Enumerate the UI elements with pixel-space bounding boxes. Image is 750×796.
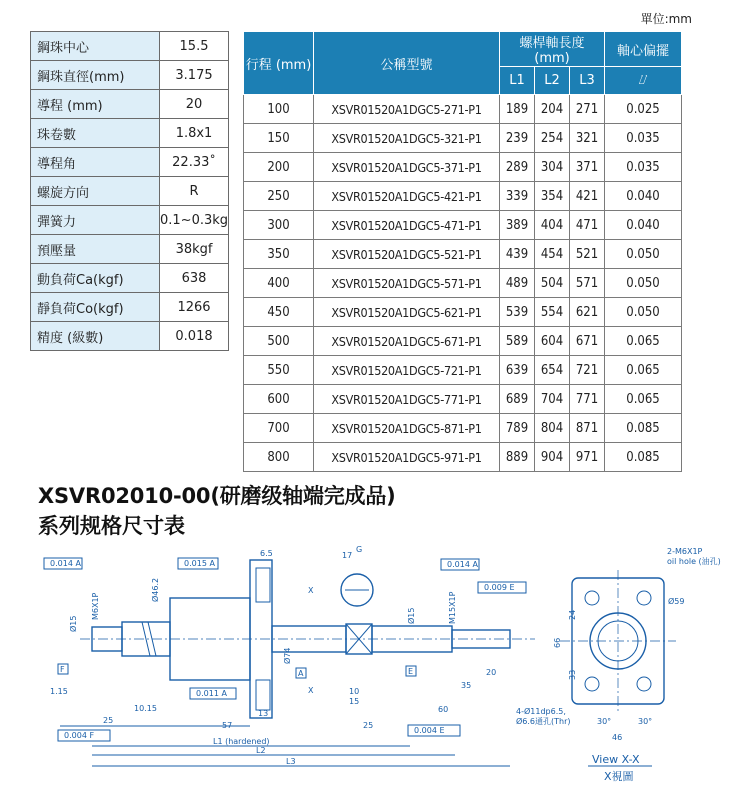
table-row	[244, 211, 682, 240]
l1-cell: 289	[500, 153, 535, 182]
section-x-bottom: X	[308, 686, 314, 695]
spec-row	[31, 119, 229, 148]
spec-row	[31, 90, 229, 119]
l1-cell: 639	[500, 356, 535, 385]
section-title: XSVR02010-00(研磨级轴端完成品)	[38, 484, 396, 508]
l3-cell: 521	[570, 240, 605, 269]
l3-cell: 971	[570, 443, 605, 472]
spec-key: 鋼珠中心	[31, 32, 160, 61]
stroke-cell: 700	[244, 414, 314, 443]
spec-row	[31, 293, 229, 322]
col-l2-header: L2	[535, 67, 570, 95]
spec-value: R	[160, 177, 229, 206]
view-dim-24: 24	[568, 609, 577, 620]
thread-m15: M15X1P	[448, 591, 457, 624]
fcf-0014a-text: 0.014 A	[50, 559, 81, 568]
dim-l2: L2	[256, 746, 266, 755]
fcf-0004e-text: 0.004 E	[414, 726, 445, 735]
runout-symbol: ⌰	[605, 67, 682, 95]
fcf-0015a-text: 0.015 A	[184, 559, 215, 568]
l2-cell: 454	[535, 240, 570, 269]
runout-cell: 0.035	[605, 153, 682, 182]
spec-value: 1266	[160, 293, 229, 322]
spec-row	[31, 177, 229, 206]
dia-46-2: Ø46.2	[151, 577, 160, 602]
spec-key: 螺旋方向	[31, 177, 160, 206]
l1-cell: 389	[500, 211, 535, 240]
dim-10: 10	[349, 687, 360, 696]
dim-15: 15	[349, 697, 360, 706]
l1-cell: 439	[500, 240, 535, 269]
dim-25-left: 25	[103, 716, 114, 725]
spec-key: 導程 (mm)	[31, 90, 160, 119]
dim-20: 20	[486, 668, 497, 677]
flange-hole-top	[256, 568, 270, 602]
l3-cell: 721	[570, 356, 605, 385]
col-stroke-header: 行程 (mm)	[244, 32, 314, 95]
l1-cell: 889	[500, 443, 535, 472]
table-row	[244, 327, 682, 356]
model-cell: XSVR01520A1DGC5-971-P1	[314, 443, 500, 472]
col-model-header: 公稱型號	[314, 32, 500, 95]
datum-f: F	[60, 665, 65, 674]
dim-6-5: 6.5	[260, 549, 273, 558]
table-row	[244, 269, 682, 298]
table-row	[244, 356, 682, 385]
spec-value: 3.175	[160, 61, 229, 90]
spec-value: 0.1~0.3kg	[160, 206, 229, 235]
table-row	[244, 385, 682, 414]
spec-row	[31, 32, 229, 61]
l2-cell: 804	[535, 414, 570, 443]
l2-cell: 704	[535, 385, 570, 414]
model-cell: XSVR01520A1DGC5-871-P1	[314, 414, 500, 443]
l3-cell: 321	[570, 124, 605, 153]
runout-cell: 0.040	[605, 211, 682, 240]
spec-value: 15.5	[160, 32, 229, 61]
spec-key: 珠卷數	[31, 119, 160, 148]
dim-17: 17	[342, 551, 353, 560]
fcf-0014a-2-text: 0.014 A	[447, 560, 478, 569]
fcf-0004f-text: 0.004 F	[64, 731, 95, 740]
runout-cell: 0.065	[605, 356, 682, 385]
l2-cell: 354	[535, 182, 570, 211]
spec-key: 靜負荷Co(kgf)	[31, 293, 160, 322]
stroke-cell: 350	[244, 240, 314, 269]
spec-key: 彈簧力	[31, 206, 160, 235]
fcf-0011a-text: 0.011 A	[196, 689, 227, 698]
dim-25-right: 25	[363, 721, 374, 730]
view-dim-33: 33	[568, 669, 577, 680]
spec-value: 20	[160, 90, 229, 119]
spec-key: 導程角	[31, 148, 160, 177]
dia-15-left: Ø15	[69, 615, 78, 632]
table-row	[244, 182, 682, 211]
l1-cell: 339	[500, 182, 535, 211]
model-cell: XSVR01520A1DGC5-321-P1	[314, 124, 500, 153]
section-x-top: X	[308, 586, 314, 595]
runout-cell: 0.065	[605, 327, 682, 356]
spec-value: 638	[160, 264, 229, 293]
view-angle-30b: 30°	[638, 717, 653, 726]
l2-cell: 304	[535, 153, 570, 182]
view-title-cn: X視圖	[604, 770, 634, 783]
spec-row	[31, 235, 229, 264]
l2-cell: 654	[535, 356, 570, 385]
l1-cell: 489	[500, 269, 535, 298]
runout-cell: 0.050	[605, 240, 682, 269]
l2-cell: 254	[535, 124, 570, 153]
spec-row	[31, 148, 229, 177]
stroke-cell: 500	[244, 327, 314, 356]
l2-cell: 504	[535, 269, 570, 298]
l3-cell: 471	[570, 211, 605, 240]
model-cell: XSVR01520A1DGC5-421-P1	[314, 182, 500, 211]
fcf-0009e-text: 0.009 E	[484, 583, 515, 592]
l1-cell: 189	[500, 95, 535, 124]
l1-cell: 239	[500, 124, 535, 153]
l3-cell: 871	[570, 414, 605, 443]
unit-label: 單位:mm	[640, 12, 692, 26]
runout-cell: 0.050	[605, 298, 682, 327]
model-cell: XSVR01520A1DGC5-521-P1	[314, 240, 500, 269]
l3-cell: 271	[570, 95, 605, 124]
spec-key: 鋼珠直徑(mm)	[31, 61, 160, 90]
spec-value: 38kgf	[160, 235, 229, 264]
view-dim-46: 46	[612, 733, 623, 742]
l1-cell: 689	[500, 385, 535, 414]
datum-g: G	[356, 545, 363, 554]
runout-cell: 0.085	[605, 414, 682, 443]
table-row	[244, 95, 682, 124]
table-row	[244, 240, 682, 269]
spec-row	[31, 264, 229, 293]
spec-key: 預壓量	[31, 235, 160, 264]
dim-1-15: 1.15	[50, 687, 68, 696]
datum-a: A	[298, 669, 304, 678]
view-dim-66: 66	[553, 637, 562, 648]
dim-10-15: 10.15	[134, 704, 157, 713]
dia-74: Ø74	[283, 647, 292, 664]
stroke-cell: 250	[244, 182, 314, 211]
flange-hole-bottom	[256, 680, 270, 710]
l3-cell: 771	[570, 385, 605, 414]
view-angle-30a: 30°	[597, 717, 612, 726]
table-row	[244, 298, 682, 327]
l1-cell: 539	[500, 298, 535, 327]
stroke-cell: 800	[244, 443, 314, 472]
stroke-cell: 600	[244, 385, 314, 414]
l1-cell: 589	[500, 327, 535, 356]
l2-cell: 554	[535, 298, 570, 327]
l3-cell: 671	[570, 327, 605, 356]
l2-cell: 904	[535, 443, 570, 472]
runout-cell: 0.035	[605, 124, 682, 153]
table-row	[244, 153, 682, 182]
dimension-drawing	[0, 540, 750, 796]
section-subtitle: 系列规格尺寸表	[38, 514, 185, 538]
model-cell: XSVR01520A1DGC5-471-P1	[314, 211, 500, 240]
model-table	[243, 31, 682, 472]
l3-cell: 571	[570, 269, 605, 298]
dim-35: 35	[461, 681, 472, 690]
runout-cell: 0.025	[605, 95, 682, 124]
table-row	[244, 414, 682, 443]
stroke-cell: 200	[244, 153, 314, 182]
spec-key: 動負荷Ca(kgf)	[31, 264, 160, 293]
l2-cell: 604	[535, 327, 570, 356]
col-runout-header: 軸心偏擺	[605, 32, 682, 67]
dim-60: 60	[438, 705, 449, 714]
model-cell: XSVR01520A1DGC5-571-P1	[314, 269, 500, 298]
model-cell: XSVR01520A1DGC5-721-P1	[314, 356, 500, 385]
view-hole-note-2: Ø6.6通孔(Thr)	[516, 717, 571, 726]
l2-cell: 404	[535, 211, 570, 240]
view-title: View X-X	[592, 753, 640, 766]
dia-15-right: Ø15	[407, 607, 416, 624]
runout-cell: 0.050	[605, 269, 682, 298]
stroke-cell: 450	[244, 298, 314, 327]
view-note-oil-1: 2-M6X1P	[667, 547, 703, 556]
view-dia-59: Ø59	[668, 597, 685, 606]
l3-cell: 371	[570, 153, 605, 182]
spec-table	[30, 31, 229, 351]
model-cell: XSVR01520A1DGC5-771-P1	[314, 385, 500, 414]
stroke-cell: 550	[244, 356, 314, 385]
runout-cell: 0.040	[605, 182, 682, 211]
dim-l3: L3	[286, 757, 296, 766]
thread-m6: M6X1P	[91, 592, 100, 620]
runout-cell: 0.085	[605, 443, 682, 472]
col-l1-header: L1	[500, 67, 535, 95]
l3-cell: 421	[570, 182, 605, 211]
spec-row	[31, 61, 229, 90]
l3-cell: 621	[570, 298, 605, 327]
spec-value: 0.018	[160, 322, 229, 351]
stroke-cell: 100	[244, 95, 314, 124]
spec-value: 1.8x1	[160, 119, 229, 148]
spec-value: 22.33˚	[160, 148, 229, 177]
dim-13: 13	[258, 709, 269, 718]
model-cell: XSVR01520A1DGC5-371-P1	[314, 153, 500, 182]
dim-57: 57	[222, 721, 233, 730]
stroke-cell: 300	[244, 211, 314, 240]
dim-l1: L1 (hardened)	[213, 737, 270, 746]
col-l3-header: L3	[570, 67, 605, 95]
model-cell: XSVR01520A1DGC5-621-P1	[314, 298, 500, 327]
view-note-oil-2: oil hole (油孔)	[667, 557, 721, 566]
runout-cell: 0.065	[605, 385, 682, 414]
l1-cell: 789	[500, 414, 535, 443]
stroke-cell: 400	[244, 269, 314, 298]
datum-e: E	[408, 667, 414, 676]
l2-cell: 204	[535, 95, 570, 124]
col-length-header: 螺桿軸長度 (mm)	[500, 32, 605, 67]
model-cell: XSVR01520A1DGC5-271-P1	[314, 95, 500, 124]
spec-key: 精度 (級數)	[31, 322, 160, 351]
model-cell: XSVR01520A1DGC5-671-P1	[314, 327, 500, 356]
table-row	[244, 124, 682, 153]
view-hole-note-1: 4-Ø11dp6.5,	[516, 707, 566, 716]
spec-row	[31, 206, 229, 235]
table-row	[244, 443, 682, 472]
spec-row	[31, 322, 229, 351]
stroke-cell: 150	[244, 124, 314, 153]
